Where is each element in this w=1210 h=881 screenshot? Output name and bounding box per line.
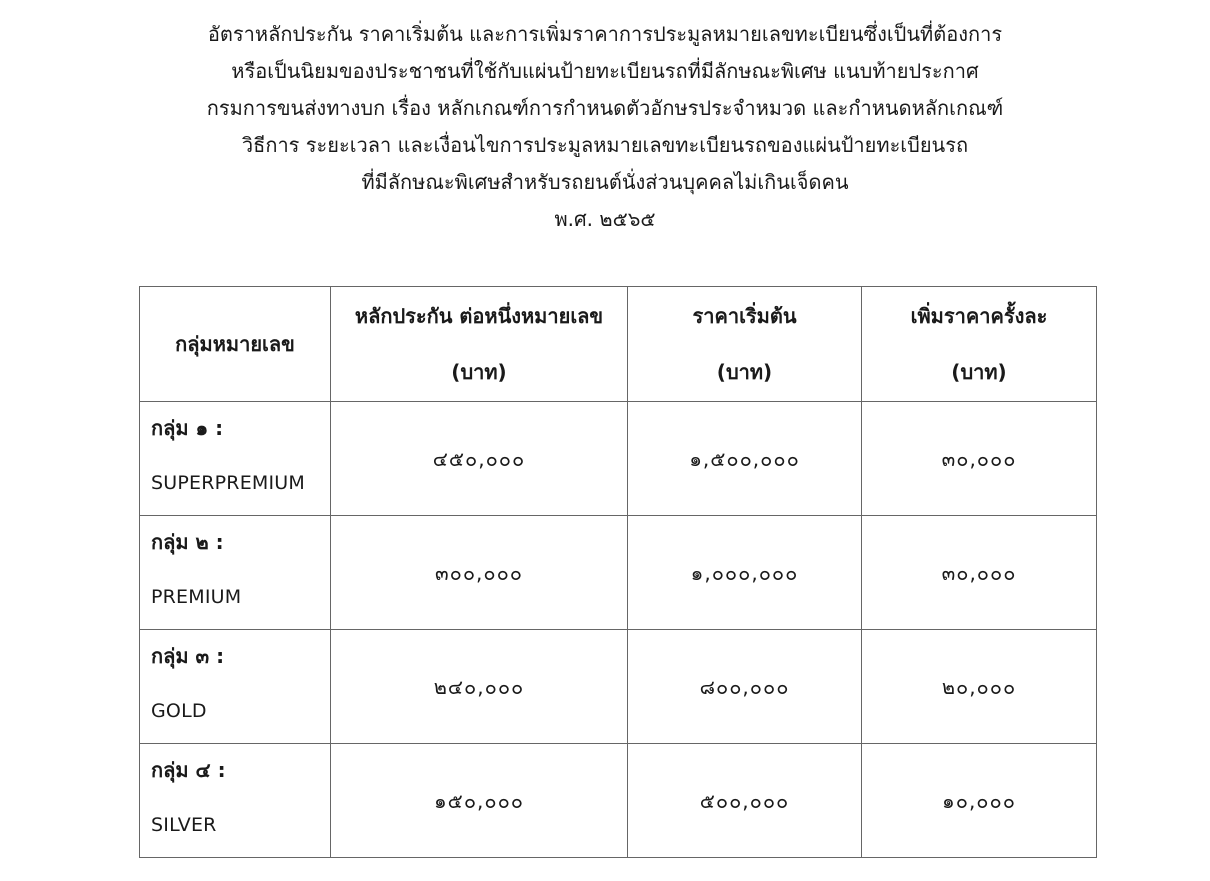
group-cell [140, 630, 331, 744]
group-name: กลุ่ม ๓ : [151, 644, 225, 668]
group-cell [140, 744, 331, 858]
header-start-price [628, 287, 862, 402]
deposit-cell: ๒๔๐,๐๐๐ [331, 630, 628, 744]
table-row [140, 744, 1097, 858]
table-row [140, 516, 1097, 630]
document-title [0, 16, 1210, 238]
start-price-cell: ๕๐๐,๐๐๐ [628, 744, 862, 858]
deposit-cell: ๑๕๐,๐๐๐ [331, 744, 628, 858]
group-cell [140, 516, 331, 630]
increment-cell: ๓๐,๐๐๐ [862, 516, 1097, 630]
increment-cell: ๒๐,๐๐๐ [862, 630, 1097, 744]
header-start-price-label: ราคาเริ่มต้น [692, 304, 797, 328]
start-price-cell: ๑,๕๐๐,๐๐๐ [628, 402, 862, 516]
title-line: อัตราหลักประกัน ราคาเริ่มต้น และการเพิ่มราคาการประมูลหมายเลขทะเบียนซึ่งเป็นที่ต้องการ [207, 22, 1003, 46]
header-start-price-unit: (บาท) [716, 360, 773, 384]
group-name: กลุ่ม ๑ : [151, 416, 224, 440]
title-year: พ.ศ. ๒๕๖๕ [554, 207, 656, 231]
table-header-row [140, 287, 1097, 402]
increment-cell: ๑๐,๐๐๐ [862, 744, 1097, 858]
table-row [140, 402, 1097, 516]
header-group [140, 287, 331, 402]
header-deposit-label: หลักประกัน ต่อหนึ่งหมายเลข [354, 304, 604, 328]
header-deposit [331, 287, 628, 402]
deposit-cell: ๓๐๐,๐๐๐ [331, 516, 628, 630]
auction-rate-table [139, 286, 1097, 858]
group-label: SILVER [151, 814, 217, 836]
group-label: PREMIUM [151, 586, 242, 608]
header-increment-unit: (บาท) [951, 360, 1007, 384]
title-line: วิธีการ ระยะเวลา และเงื่อนไขการประมูลหมายเลขทะเบียนรถของแผ่นป้ายทะเบียนรถ [241, 133, 969, 157]
header-group-label: กลุ่มหมายเลข [175, 332, 295, 356]
title-line: กรมการขนส่งทางบก เรื่อง หลักเกณฑ์การกำหนดตัวอักษรประจำหมวด และกำหนดหลักเกณฑ์ [206, 96, 1004, 120]
header-increment-label: เพิ่มราคาครั้งละ [910, 304, 1048, 328]
title-line: ที่มีลักษณะพิเศษสำหรับรถยนต์นั่งส่วนบุคคลไม่เกินเจ็ดคน [361, 170, 849, 194]
start-price-cell: ๑,๐๐๐,๐๐๐ [628, 516, 862, 630]
group-label: GOLD [151, 700, 207, 722]
group-name: กลุ่ม ๒ : [151, 530, 224, 554]
deposit-cell: ๔๕๐,๐๐๐ [331, 402, 628, 516]
header-deposit-unit: (บาท) [451, 360, 507, 384]
group-cell [140, 402, 331, 516]
group-name: กลุ่ม ๔ : [151, 758, 226, 782]
group-label: SUPERPREMIUM [151, 472, 305, 494]
header-increment [862, 287, 1097, 402]
title-line: หรือเป็นนิยมของประชาชนที่ใช้กับแผ่นป้ายทะเบียนรถที่มีลักษณะพิเศษ แนบท้ายประกาศ [231, 59, 979, 83]
increment-cell: ๓๐,๐๐๐ [862, 402, 1097, 516]
table-row [140, 630, 1097, 744]
start-price-cell: ๘๐๐,๐๐๐ [628, 630, 862, 744]
